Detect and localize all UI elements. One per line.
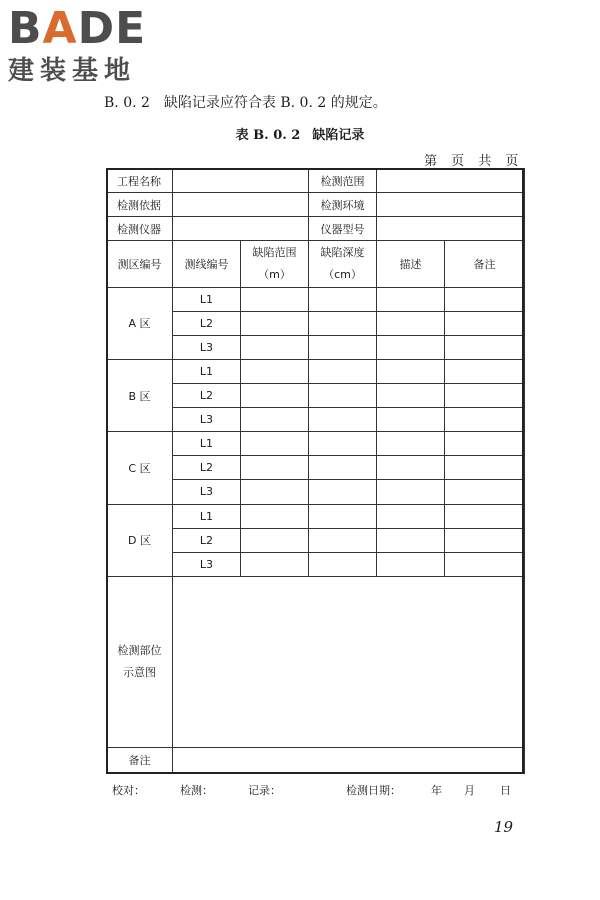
remarks-row <box>107 747 525 773</box>
logo-subtitle: 建装基地 <box>8 56 137 86</box>
diagram-label: 检测部位 示意图 <box>107 576 173 747</box>
line-label: L2 <box>173 383 241 407</box>
remarks-label: 备注 <box>107 747 173 773</box>
zone-label: D 区 <box>107 504 173 576</box>
defect-range-header: 缺陷范围 （m） <box>241 241 309 287</box>
page-number: 19 <box>494 818 514 836</box>
project-name-label: 工程名称 <box>107 169 173 193</box>
instrument-model-label: 仪器型号 <box>309 217 377 241</box>
detection-basis-value <box>173 193 309 217</box>
line-label: L1 <box>173 359 241 383</box>
remarks-value <box>173 747 525 773</box>
project-name-value <box>173 169 309 193</box>
line-label: L3 <box>173 408 241 432</box>
table-row <box>107 193 525 217</box>
detection-environment-label: 检测环境 <box>309 193 377 217</box>
detection-basis-label: 检测依据 <box>107 193 173 217</box>
table-caption <box>0 124 600 143</box>
detection-range-value <box>377 169 525 193</box>
detection-range-label: 检测范围 <box>309 169 377 193</box>
detection-instrument-value <box>173 217 309 241</box>
clause-body: 缺陷记录应符合表 B. 0. 2 的规定。 <box>163 95 387 111</box>
logo <box>8 3 178 86</box>
defect-record-table <box>106 168 524 774</box>
detection-environment-value <box>377 193 525 217</box>
record-label: 记录： <box>248 784 281 797</box>
line-no-header: 测线编号 <box>173 241 241 287</box>
table-row <box>107 287 525 311</box>
line-label: L3 <box>173 552 241 576</box>
diagram-row <box>107 576 525 747</box>
page-info: 第 页 共 页 <box>424 154 519 169</box>
table-number: 表 B. 0. 2 <box>235 128 301 143</box>
description-header: 描述 <box>377 241 445 287</box>
detection-instrument-label: 检测仪器 <box>107 217 173 241</box>
line-label: L2 <box>173 311 241 335</box>
line-label: L3 <box>173 480 241 504</box>
zone-label: C 区 <box>107 432 173 504</box>
date-label: 检测日期： <box>346 784 401 797</box>
defect-depth-header: 缺陷深度 （cm） <box>309 241 377 287</box>
table-title: 缺陷记录 <box>312 128 365 143</box>
inspect-label: 检测： <box>180 784 213 797</box>
day-label: 日 <box>500 784 511 797</box>
header-row <box>107 241 525 287</box>
table-row <box>107 432 525 456</box>
clause-text <box>104 92 387 112</box>
line-label: L1 <box>173 504 241 528</box>
line-label: L2 <box>173 456 241 480</box>
line-label: L1 <box>173 432 241 456</box>
logo-wordmark: BADE <box>8 3 147 54</box>
proofread-label: 校对： <box>112 784 145 797</box>
month-label: 月 <box>464 784 475 797</box>
table-row <box>107 169 525 193</box>
zone-label: B 区 <box>107 359 173 431</box>
line-label: L3 <box>173 335 241 359</box>
instrument-model-value <box>377 217 525 241</box>
diagram-area <box>173 576 525 747</box>
table-row <box>107 504 525 528</box>
remarks-header: 备注 <box>445 241 525 287</box>
table-row <box>107 217 525 241</box>
line-label: L2 <box>173 528 241 552</box>
year-label: 年 <box>431 784 442 797</box>
zone-label: A 区 <box>107 287 173 359</box>
zone-no-header: 测区编号 <box>107 241 173 287</box>
clause-number: B. 0. 2 <box>104 95 150 111</box>
line-label: L1 <box>173 287 241 311</box>
table-row <box>107 359 525 383</box>
